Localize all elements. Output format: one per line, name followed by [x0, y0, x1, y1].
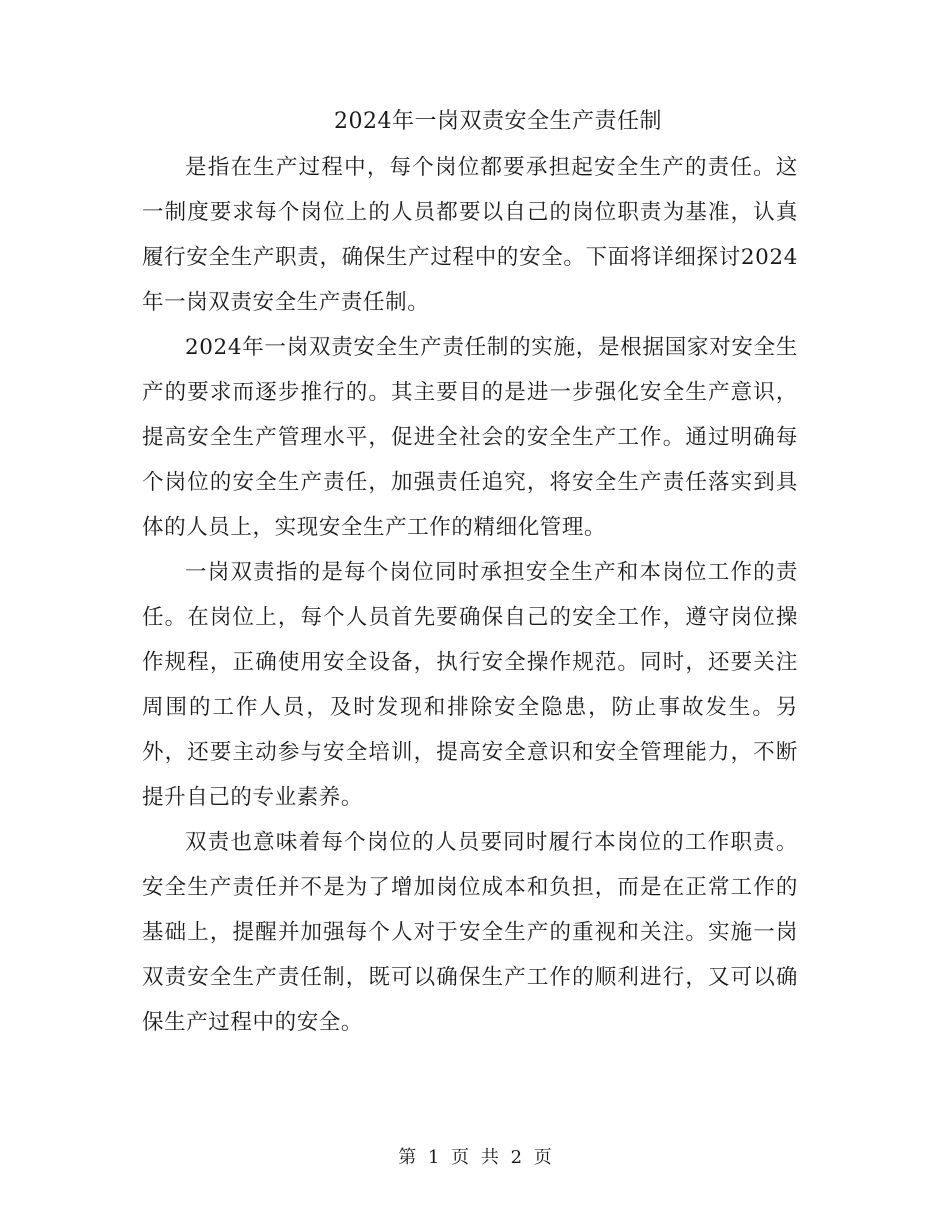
- paragraph-4: 双责也意味着每个岗位的人员要同时履行本岗位的工作职责。安全生产责任并不是为了增加岗位成本和负担，而是在正常工作的基础上，提醒并加强每个人对于安全生产的重视和关注。实施一岗双责安全生产责任制，既可以确保生产工作的顺利进行，又可以确保生产过程中的安全。: [142, 830, 798, 1035]
- page-footer: 第 1 页 共 2 页: [398, 1147, 552, 1168]
- paragraph-3: 一岗双责指的是每个岗位同时承担安全生产和本岗位工作的责任。在岗位上，每个人员首先要确保自己的安全工作，遵守岗位操作规程，正确使用安全设备，执行安全操作规范。同时，还要关注周围的工作人员，及时发现和排除安全隐患，防止事故发生。另外，还要主动参与安全培训，提高安全意识和安全管理能力，不断提升自己的专业素养。: [142, 560, 798, 810]
- paragraph-1: 是指在生产过程中，每个岗位都要承担起安全生产的责任。这一制度要求每个岗位上的人员都要以自己的岗位职责为基准，认真履行安全生产职责，确保生产过程中的安全。下面将详细探讨2024年一岗双责安全生产责任制。: [142, 155, 798, 315]
- paragraph-2: 2024年一岗双责安全生产责任制的实施，是根据国家对安全生产的要求而逐步推行的。其主要目的是进一步强化安全生产意识，提高安全生产管理水平，促进全社会的安全生产工作。通过明确每个岗位的安全生产责任，加强责任追究，将安全生产责任落实到具体的人员上，实现安全生产工作的精细化管理。: [142, 335, 798, 540]
- document-body: [142, 145, 798, 1045]
- document-title: 2024年一岗双责安全生产责任制: [334, 109, 662, 134]
